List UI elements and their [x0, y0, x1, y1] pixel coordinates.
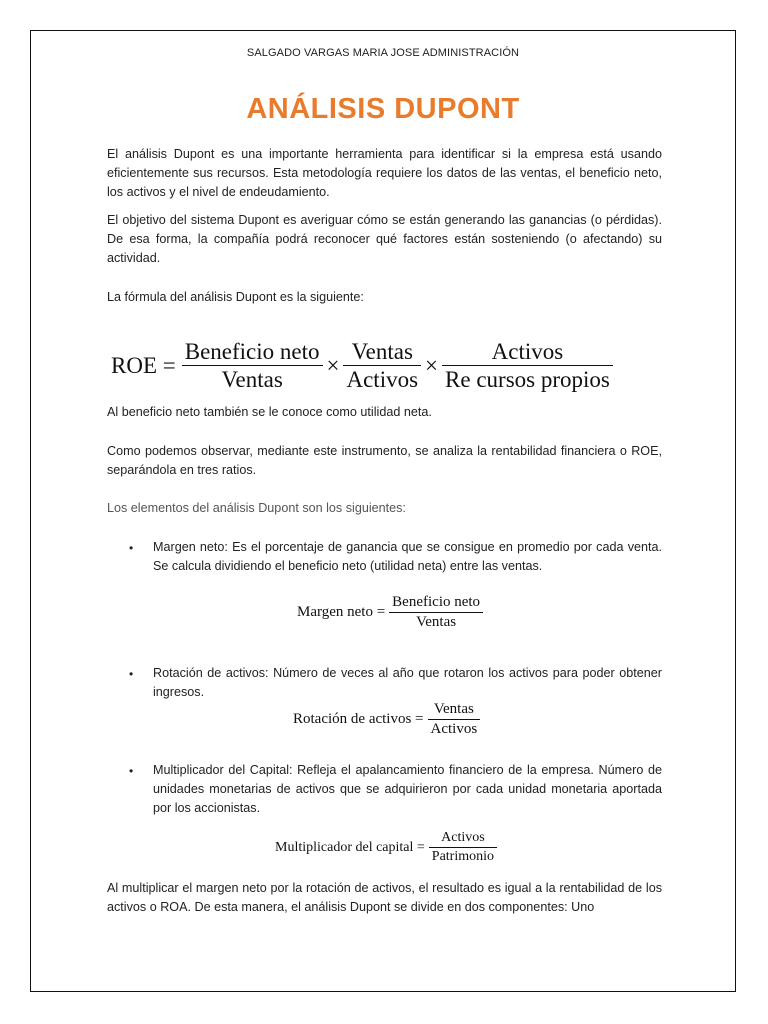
fraction-numerator: Ventas [433, 701, 474, 717]
roe-lhs: ROE = [111, 353, 176, 378]
fraction-asset-turnover [343, 340, 421, 392]
paragraph-formula-intro: La fórmula del análisis Dupont es la siguiente: [107, 290, 364, 304]
paragraph-objective: El objetivo del sistema Dupont es averiguar cómo se están generando las ganancias (o pérdidas). De esa forma, la compañía podrá reconocer qué factores están sosteniendo (o afectando) su actividad. [107, 213, 662, 265]
net-margin-formula [297, 595, 483, 631]
times-operator: × [326, 353, 340, 378]
times-operator: × [425, 353, 439, 378]
fraction-numerator: Activos [491, 338, 564, 364]
asset-turnover-formula [293, 702, 480, 738]
fraction-numerator: Ventas [351, 338, 413, 364]
roe-formula [111, 331, 613, 401]
paragraph-net-profit-note: Al beneficio neto también se le conoce como utilidad neta. [107, 405, 432, 419]
document-page [30, 30, 736, 992]
fraction-denominator: Re cursos propios [445, 367, 610, 393]
formula-lhs: Multiplicador del capital = [275, 839, 425, 855]
list-item-asset-turnover: Rotación de activos: Número de veces al año que rotaron los activos para poder obtener ingresos. [153, 666, 662, 699]
document-title: ANÁLISIS DUPONT [246, 93, 520, 125]
paragraph-closing: Al multiplicar el margen neto por la rotación de activos, el resultado es igual a la rentabilidad de los activos o ROA. De esta manera, el análisis Dupont se divide en dos componentes: Uno [107, 881, 662, 914]
list-item-net-margin: Margen neto: Es el porcentaje de ganancia que se consigue en promedio por cada venta. Se calcula dividiendo el beneficio neto (utilidad neta) entre las ventas. [153, 540, 662, 573]
paragraph-elements-intro: Los elementos del análisis Dupont son los siguientes: [107, 501, 406, 515]
bullet-marker: • [129, 667, 134, 681]
fraction-denominator: Ventas [221, 367, 283, 393]
paragraph-intro: El análisis Dupont es una importante herramienta para identificar si la empresa está usando eficientemente sus recursos. Esta metodología requiere los datos de las ventas, el beneficio neto, los activos y el nivel de endeudamiento. [107, 147, 662, 199]
paragraph-observe: Como podemos observar, mediante este instrumento, se analiza la rentabilidad financiera o ROE, separándola en tres ratios. [107, 444, 662, 477]
fraction-denominator: Patrimonio [431, 848, 495, 864]
fraction-numerator: Beneficio neto [184, 338, 320, 364]
fraction-denominator: Ventas [416, 613, 457, 630]
bullet-marker: • [129, 541, 134, 555]
list-item-equity-multiplier: Multiplicador del Capital: Refleja el apalancamiento financiero de la empresa. Número de unidades monetarias de activos que se adquirieron por cada unidad monetaria aportada por los accionistas. [153, 763, 662, 815]
document-header: SALGADO VARGAS MARIA JOSE ADMINISTRACIÓN [246, 47, 520, 59]
fraction-denominator: Activos [430, 720, 478, 737]
fraction-denominator: Activos [346, 367, 419, 393]
bullet-marker: • [129, 764, 134, 778]
formula-fraction [428, 702, 481, 738]
fraction-net-margin [182, 340, 323, 392]
fraction-numerator: Activos [441, 830, 485, 845]
formula-lhs: Margen neto = [297, 604, 386, 621]
fraction-equity-multiplier [442, 340, 613, 392]
fraction-numerator: Beneficio neto [392, 594, 481, 610]
formula-lhs: Rotación de activos = [293, 711, 424, 728]
equity-multiplier-formula [275, 831, 497, 864]
formula-fraction [389, 595, 483, 631]
formula-fraction [429, 831, 497, 864]
